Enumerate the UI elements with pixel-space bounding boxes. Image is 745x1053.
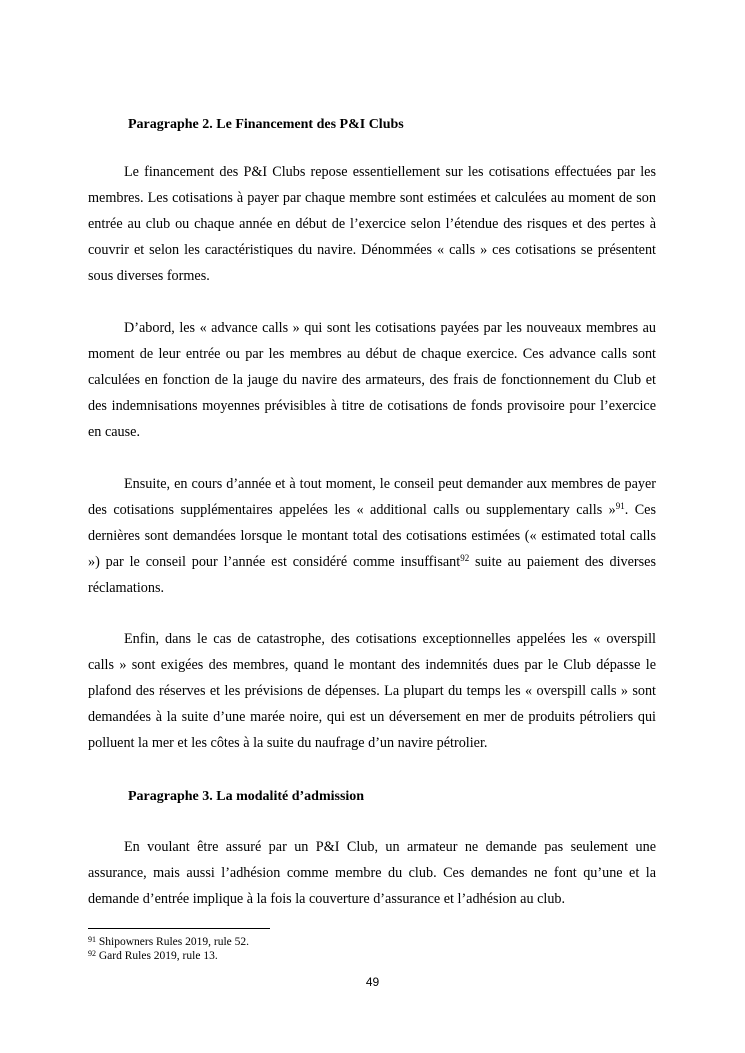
paragraph-additional-calls-text-1: Ensuite, en cours d’année et à tout moment, le conseil peut demander aux membres de payer des cotisations supplémentaires appelées les « additional calls ou supplementary calls » [88,476,656,518]
footnote-text: Shipowners Rules 2019, rule 52. [98,936,250,948]
footnote-separator [88,928,270,929]
paragraph-overspill-calls: Enfin, dans le cas de catastrophe, des cotisations exceptionnelles appelées les « overspill calls » sont exigées des membres, quand le montant des indemnités dues par le Club dépasse le plafond des réserves et les prévisions de dépenses. La plupart du temps les « overspill calls » sont demandées à la suite d’une marée noire, qui est un déversement en mer de produits pétroliers qui polluent la mer et les côtes à la suite du naufrage d’un navire pétrolier. [88,631,656,751]
section-heading-admission: Paragraphe 3. La modalité d’admission [128,789,365,804]
paragraph-additional-calls [88,471,656,601]
paragraph-additional-calls-text-2: . Ces dernières sont demandées lorsque le montant total des cotisations estimées (« estimated total calls ») par le conseil pour l’année est considéré comme insuffisant [88,502,656,570]
paragraph-additional-calls-text-3: suite au paiement des diverses réclamations. [88,554,656,596]
paragraph-financement-intro: Le financement des P&I Clubs repose essentiellement sur les cotisations effectuées par les membres. Les cotisations à payer par chaque membre sont estimées et calculées au moment de son entrée au club ou chaque année en début de l’exercice selon l’étendue des risques et des pertes à couvrir et selon les caractéristiques du navire. Dénommées « calls » ces cotisations se présentent sous diverses formes. [88,164,656,284]
footnote-number: 92 [88,949,96,958]
footnote-91 [88,936,249,949]
paragraph-admission: En voulant être assuré par un P&I Club, un armateur ne demande pas seulement une assurance, mais aussi l’adhésion comme membre du club. Ces demandes ne font qu’une et la demande d’entrée implique à la fois la couverture d’assurance et l’adhésion au club. [88,839,656,907]
section-heading-financement: Paragraphe 2. Le Financement des P&I Clubs [128,117,404,132]
page-number: 49 [365,975,380,989]
footnote-ref-92[interactable]: 92 [460,553,470,563]
paragraph-advance-calls: D’abord, les « advance calls » qui sont les cotisations payées par les nouveaux membres au moment de leur entrée ou par les membres au début de chaque exercice. Ces advance calls sont calculées en fonction de la jauge du navire des armateurs, des frais de fonctionnement du Club et des indemnisations moyennes prévisibles à titre de cotisations de fonds provisoire pour l’exercice en cause. [88,320,656,440]
footnote-text: Gard Rules 2019, rule 13. [98,950,218,962]
footnote-number: 91 [88,935,96,944]
footnote-ref-91[interactable]: 91 [615,501,625,511]
footnote-92 [88,950,218,963]
